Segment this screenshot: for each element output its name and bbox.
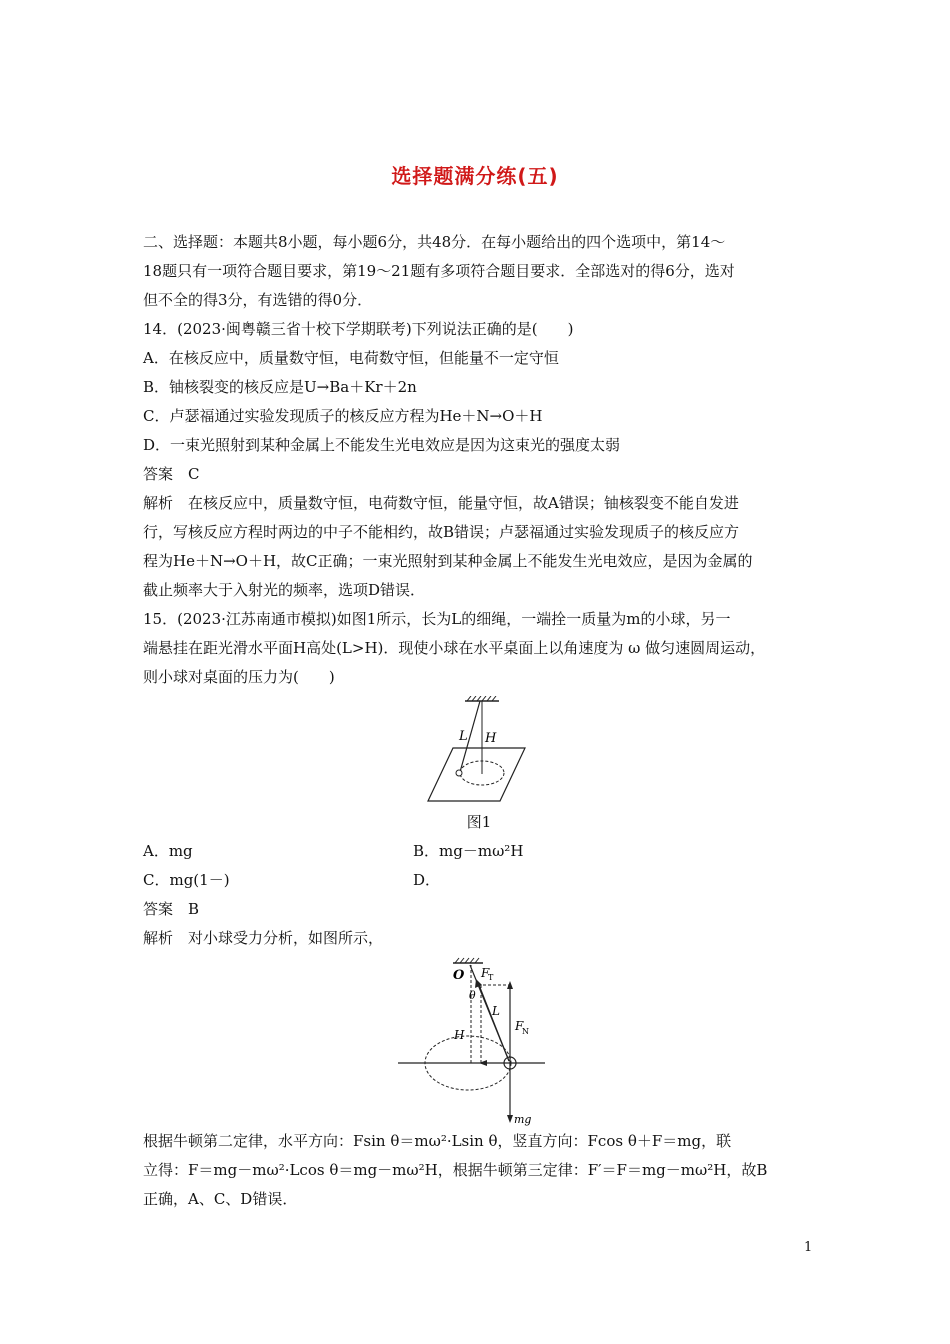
q14-answer: 答案 C	[143, 465, 200, 483]
intro-line: 二、选择题：本题共8小题，每小题6分，共48分．在每小题给出的四个选项中，第14～	[143, 233, 726, 251]
q15-stem-line: 端悬挂在距光滑水平面H高处(L>H)．现使小球在水平桌面上以角速度为 ω 做匀速圆周运动，	[143, 639, 766, 657]
q15-options-row-1	[143, 837, 815, 866]
fig2-label-FN-sub: N	[522, 1027, 529, 1036]
fig2-label-mg: mg	[514, 1113, 532, 1126]
figure-1	[143, 696, 815, 808]
q15-conclusion-line: 正确，A、C、D错误．	[143, 1190, 298, 1208]
fig1-label-H: H	[485, 731, 497, 746]
q15-stem-line: 15．(2023·江苏南通市模拟)如图1所示，长为L的细绳，一端拴一质量为m的小球，另一	[143, 610, 731, 628]
figure-2-diagram	[143, 957, 815, 1127]
q14-analysis-line: 行，写核反应方程时两边的中子不能相约，故B错误；卢瑟福通过实验发现质子的核反应方	[143, 523, 740, 541]
q14-option-b: B．铀核裂变的核反应是U→Ba＋Kr＋2n	[143, 378, 417, 396]
figure-1-diagram	[143, 696, 815, 808]
q14-option-d: D．一束光照射到某种金属上不能发生光电效应是因为这束光的强度太弱	[143, 436, 621, 454]
fig2-label-FN: F	[515, 1019, 524, 1033]
q15-analysis-intro: 解析 对小球受力分析，如图所示，	[143, 929, 384, 947]
q15-conclusion-line: 立得：F＝mg－mω²·Lcos θ＝mg－mω²H，根据牛顿第三定律：F′＝F＝mg－mω²H，故B	[143, 1161, 768, 1179]
q15-conclusion-line: 根据牛顿第二定律，水平方向：Fsin θ＝mω²·Lsin θ，竖直方向：Fcos θ＋F＝mg，联	[143, 1132, 732, 1150]
q15-option-c: C．mg(1－)	[143, 871, 230, 889]
figure-1-caption: 图1	[466, 813, 492, 831]
fig2-label-FT: F	[481, 966, 490, 980]
q14-analysis-line: 解析 在核反应中，质量数守恒，电荷数守恒，能量守恒，故A错误；铀核裂变不能自发进	[143, 494, 739, 512]
fig2-label-FT-sub: T	[488, 973, 494, 982]
fig1-label-L: L	[459, 729, 468, 744]
page-number: 1	[804, 1240, 813, 1255]
q15-option-a: A．mg	[143, 842, 193, 860]
q14-stem: 14．(2023·闽粤赣三省十校下学期联考)下列说法正确的是( )	[143, 320, 574, 338]
q14-analysis-line: 程为He＋N→O＋H，故C正确；一束光照射到某种金属上不能发生光电效应，是因为金属的	[143, 552, 753, 570]
q14-option-a: A．在核反应中，质量数守恒，电荷数守恒，但能量不一定守恒	[143, 349, 559, 367]
q14-option-c: C．卢瑟福通过实验发现质子的核反应方程为He＋N→O＋H	[143, 407, 543, 425]
q15-answer: 答案 B	[143, 900, 200, 918]
page-title: 选择题满分练(五)	[391, 164, 559, 188]
fig2-label-H: H	[454, 1028, 465, 1042]
q15-option-d: D．	[413, 871, 441, 889]
fig2-label-L: L	[492, 1004, 500, 1018]
fig2-label-O: O	[453, 968, 465, 983]
q15-option-b: B．mg－mω²H	[413, 842, 524, 860]
q15-stem-line: 则小球对桌面的压力为( )	[143, 668, 335, 686]
intro-line: 但不全的得3分，有选错的得0分．	[143, 291, 373, 309]
q14-analysis-line: 截止频率大于入射光的频率，选项D错误．	[143, 581, 426, 599]
figure-2	[143, 957, 815, 1127]
fig2-label-theta: θ	[469, 989, 476, 1002]
q15-options-row-2	[143, 866, 815, 895]
intro-line: 18题只有一项符合题目要求，第19～21题有多项符合题目要求．全部选对的得6分，选对	[143, 262, 735, 280]
document-body	[143, 228, 815, 1214]
